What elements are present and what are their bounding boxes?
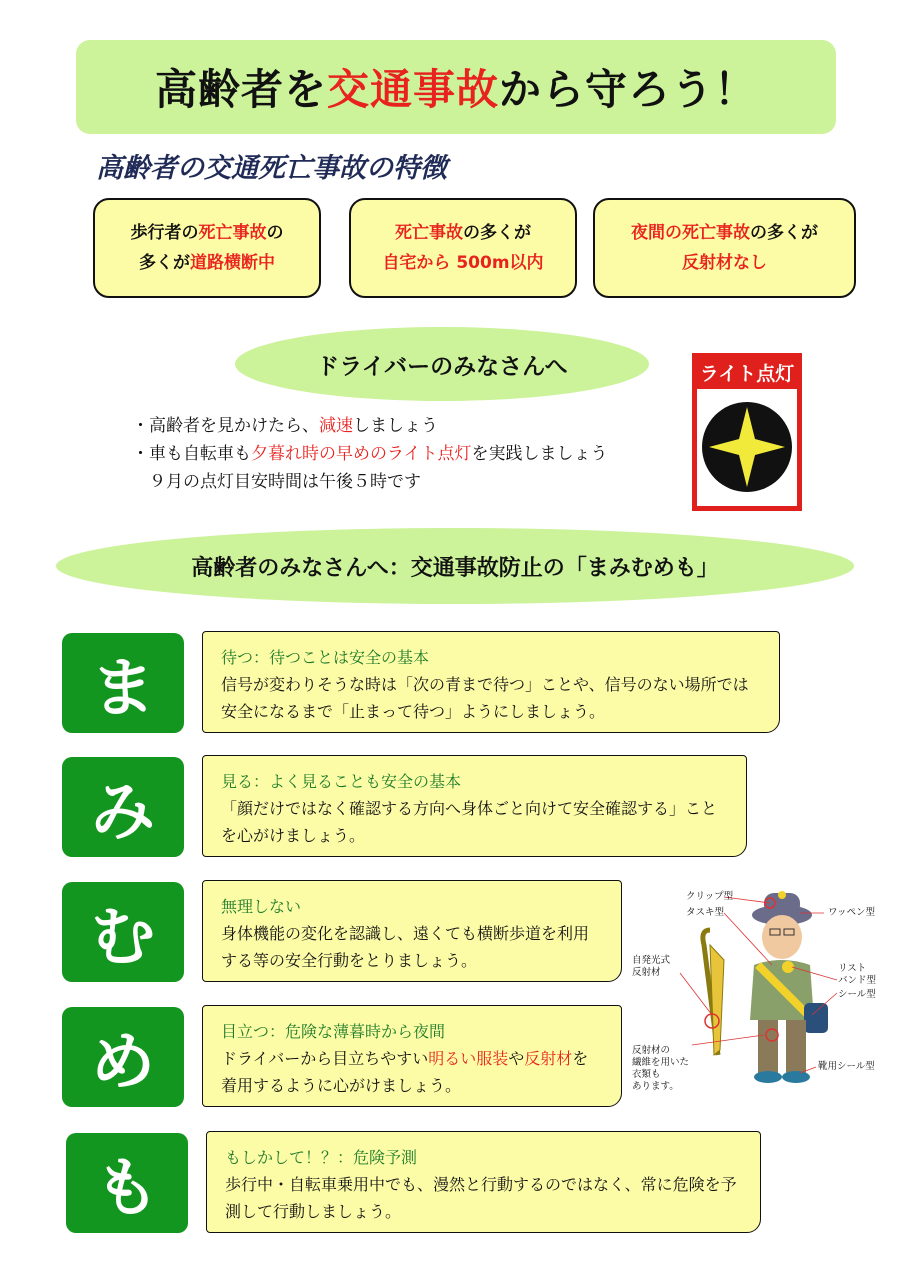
- card-moshikashite: [206, 1131, 761, 1233]
- card-title: 無理しない: [221, 897, 302, 916]
- label-line: 反射材の: [632, 1045, 671, 1056]
- letter-mu: む: [62, 882, 184, 982]
- sign-text: ライト点灯: [699, 363, 795, 385]
- feature-text: の多くが: [750, 223, 818, 243]
- card-line: 「顔だけではなく確認する方向へ身体ごと向けて安全確認する」こと: [221, 799, 718, 818]
- label-self-luminous: [632, 955, 670, 979]
- driver-line-3: ９月の点灯目安時間は午後５時です: [149, 472, 421, 492]
- label-line: あります。: [632, 1081, 679, 1092]
- label-line: 衣類も: [632, 1069, 661, 1080]
- letter-mi: み: [62, 757, 184, 857]
- headlight-sign: [692, 353, 802, 511]
- feature-highlight: 死亡事故: [198, 223, 267, 243]
- reflector-illustration: [632, 885, 892, 1100]
- card-title: 待つ：待つことは安全の基本: [221, 648, 430, 667]
- card-line: 信号が変わりそうな時は「次の青まで待つ」ことや、信号のない場所では: [221, 675, 749, 694]
- card-line: する等の安全行動をとりましょう。: [221, 951, 478, 970]
- label-wrist: [838, 963, 876, 987]
- feature-highlight: 夜間の死亡事故: [631, 223, 750, 243]
- card-title: 目立つ：危険な薄暮時から夜間: [221, 1022, 446, 1041]
- card-muri-shinai: [202, 880, 622, 982]
- letter-me: め: [62, 1007, 184, 1107]
- subtitle: 高齢者の交通死亡事故の特徴: [96, 153, 447, 184]
- title-part-2: 交通事故: [326, 65, 499, 114]
- card-line: を心がけましょう。: [221, 826, 366, 845]
- feature-text: 歩行者の: [130, 223, 199, 243]
- feature-box-home: [349, 198, 577, 298]
- label-line: リスト: [838, 963, 867, 974]
- card-medatsu: [202, 1005, 622, 1107]
- card-miru: [202, 755, 747, 857]
- label-seal: シール型: [838, 989, 876, 1000]
- card-line: 歩行中・自転車乗用中でも、漫然と行動するのではなく、常に危険を予: [225, 1175, 737, 1194]
- card-text: や: [508, 1049, 525, 1068]
- feature-text: 多くが: [139, 253, 190, 273]
- drivers-advice: [132, 412, 608, 496]
- feature-highlight: 自宅から 500m以内: [382, 253, 544, 273]
- card-line: 身体機能の変化を認識し、遠くても横断歩道を利用: [221, 924, 590, 943]
- driver-text: ・高齢者を見かけたら、: [132, 416, 319, 436]
- card-line: 着用するように心がけましょう。: [221, 1076, 462, 1095]
- sign-panel: [697, 389, 797, 506]
- letter-ma: ま: [62, 633, 184, 733]
- page-title: [155, 57, 757, 117]
- card-highlight: 明るい服装: [428, 1049, 509, 1068]
- card-text: を: [572, 1049, 589, 1068]
- label-tasuki: タスキ型: [686, 907, 725, 918]
- card-title: もしかして！？：危険予測: [225, 1148, 418, 1167]
- label-wappen: ワッペン型: [828, 907, 876, 918]
- headlight-star-icon: [697, 389, 797, 506]
- feature-highlight: 死亡事故: [395, 223, 463, 243]
- title-part-1: 高齢者を: [154, 65, 327, 114]
- feature-box-night: [593, 198, 856, 298]
- feature-text: の: [266, 223, 284, 243]
- label-line: 反射材: [632, 967, 661, 978]
- elderly-heading: 高齢者のみなさんへ：交通事故防止の「まみむめも」: [56, 528, 854, 604]
- card-line: 測して行動しましょう。: [225, 1202, 402, 1221]
- feature-highlight: 道路横断中: [190, 253, 275, 273]
- feature-text: の多くが: [463, 223, 531, 243]
- driver-highlight: 夕暮れ時の早めのライト点灯: [251, 444, 472, 464]
- card-matsu: [202, 631, 780, 733]
- title-banner: [76, 40, 836, 134]
- driver-text: しましょう: [353, 416, 438, 436]
- label-clip: クリップ型: [686, 891, 734, 902]
- driver-text: を実践しましょう: [471, 444, 608, 464]
- label-shoe: 靴用シール型: [818, 1061, 875, 1072]
- driver-highlight: 減速: [319, 416, 353, 436]
- driver-line-1: [132, 412, 608, 440]
- card-text: ドライバーから目立ちやすい: [221, 1049, 429, 1068]
- card-highlight: 反射材: [524, 1049, 573, 1068]
- title-part-3: から守ろう！: [499, 65, 758, 114]
- card-title: 見る：よく見ることも安全の基本: [221, 772, 462, 791]
- feature-box-pedestrian: [93, 198, 321, 298]
- letter-mo: も: [66, 1133, 188, 1233]
- label-line: バンド型: [838, 975, 877, 986]
- driver-line-2: [132, 440, 608, 468]
- feature-highlight: 反射材なし: [682, 253, 767, 273]
- label-line: 自発光式: [632, 955, 671, 966]
- label-fiber: [632, 1045, 689, 1093]
- driver-text: ・車も自転車も: [132, 444, 251, 464]
- card-line: 安全になるまで「止まって待つ」ようにしましょう。: [221, 702, 606, 721]
- label-line: 繊維を用いた: [632, 1057, 690, 1068]
- drivers-heading: ドライバーのみなさんへ: [235, 327, 649, 401]
- card-line: [221, 1045, 621, 1072]
